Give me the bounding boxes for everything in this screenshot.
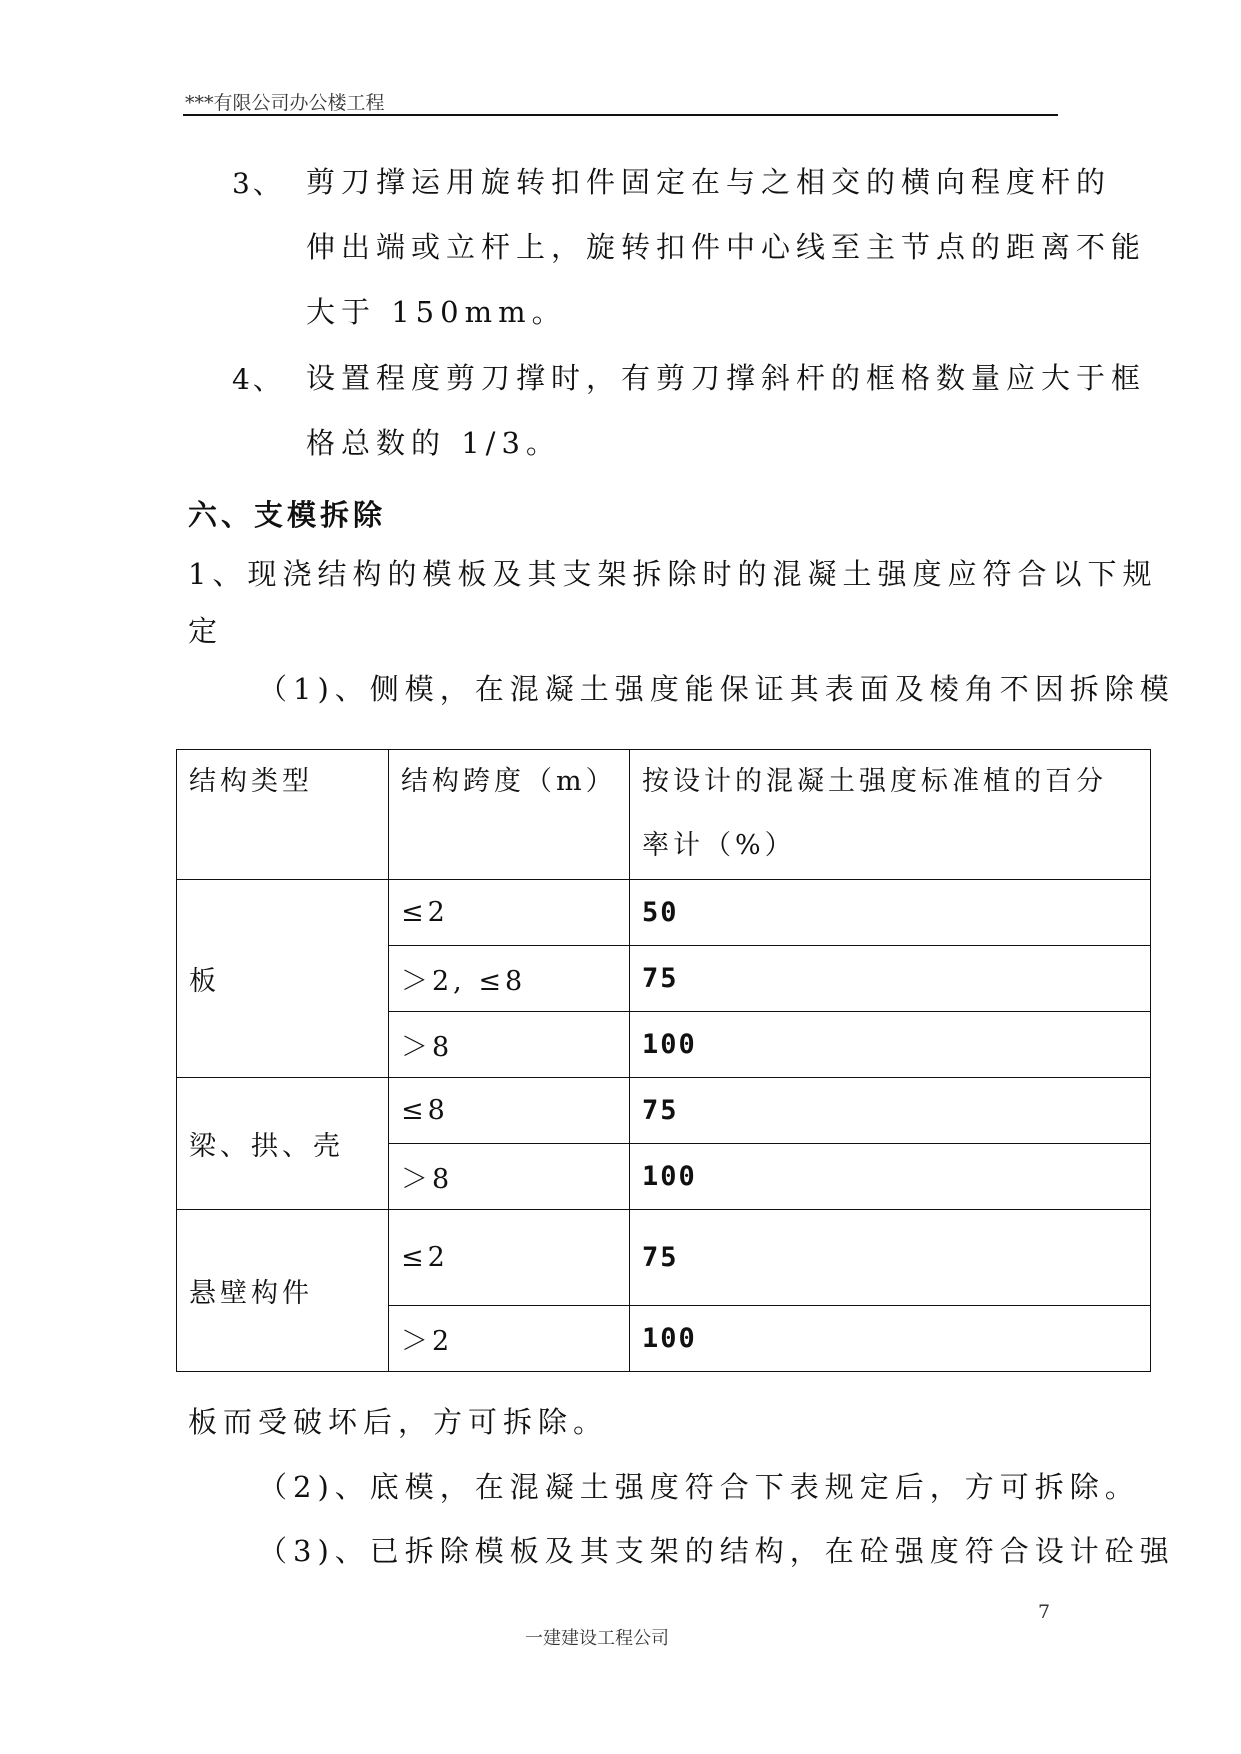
page-number: 7: [1038, 1601, 1051, 1623]
sub-paragraph-1: （1)、侧模，在混凝土强度能保证其表面及棱角不因拆除模: [258, 672, 1175, 706]
running-header: ***有限公司办公楼工程: [185, 92, 385, 114]
table-header-row: [177, 750, 1151, 880]
section-heading: 六、支模拆除: [188, 498, 387, 532]
table-row: [177, 1210, 1151, 1306]
header-divider: [183, 114, 1058, 116]
formwork-removal-strength-table: [176, 749, 1151, 1372]
paragraph-1-line-1: 1、现浇结构的模板及其支架拆除时的混凝土强度应符合以下规: [188, 557, 1158, 591]
cell-span: ＞2: [389, 1306, 630, 1372]
header-structure-type: 结构类型: [177, 750, 389, 880]
item-3-line-1: 剪刀撑运用旋转扣件固定在与之相交的横向程度杆的: [306, 165, 1112, 199]
cell-span: ＞8: [389, 1144, 630, 1210]
cell-percent: 100: [630, 1012, 1151, 1078]
paragraph-1-line-2: 定: [188, 614, 224, 648]
cell-span: ＞2, ≤8: [389, 946, 630, 1012]
table-row: [177, 1078, 1151, 1144]
cell-span: ≤2: [389, 880, 630, 946]
sub-paragraph-2: （2)、底模，在混凝土强度符合下表规定后，方可拆除。: [258, 1470, 1140, 1504]
sub-paragraph-3: （3)、已拆除模板及其支架的结构，在砼强度符合设计砼强: [258, 1534, 1175, 1568]
cell-percent: 100: [630, 1306, 1151, 1372]
cell-structure-type: 板: [177, 880, 389, 1078]
footer-company: 一建建设工程公司: [525, 1628, 669, 1649]
item-number-4: 4、: [232, 363, 284, 396]
cell-percent: 50: [630, 880, 1151, 946]
item-4-line-2: 格总数的 1/3。: [306, 426, 561, 460]
item-4-line-1: 设置程度剪刀撑时，有剪刀撑斜杆的框格数量应大于框: [306, 361, 1147, 395]
table-row: [177, 880, 1151, 946]
cell-span: ≤2: [389, 1210, 630, 1306]
paragraph-after-table: 板而受破坏后，方可拆除。: [188, 1405, 609, 1439]
item-3-line-3: 大于 150mm。: [306, 295, 567, 329]
cell-span: ＞8: [389, 1012, 630, 1078]
cell-percent: 100: [630, 1144, 1151, 1210]
cell-percent: 75: [630, 1210, 1151, 1306]
item-number-3: 3、: [232, 167, 284, 200]
header-strength-percent: 按设计的混凝土强度标准植的百分 率计（%）: [630, 750, 1151, 880]
cell-structure-type: 悬壁构件: [177, 1210, 389, 1372]
cell-span: ≤8: [389, 1078, 630, 1144]
header-structure-span: 结构跨度（m）: [389, 750, 630, 880]
item-3-line-2: 伸出端或立杆上，旋转扣件中心线至主节点的距离不能: [306, 230, 1147, 264]
cell-structure-type: 梁、拱、壳: [177, 1078, 389, 1210]
cell-percent: 75: [630, 1078, 1151, 1144]
cell-percent: 75: [630, 946, 1151, 1012]
